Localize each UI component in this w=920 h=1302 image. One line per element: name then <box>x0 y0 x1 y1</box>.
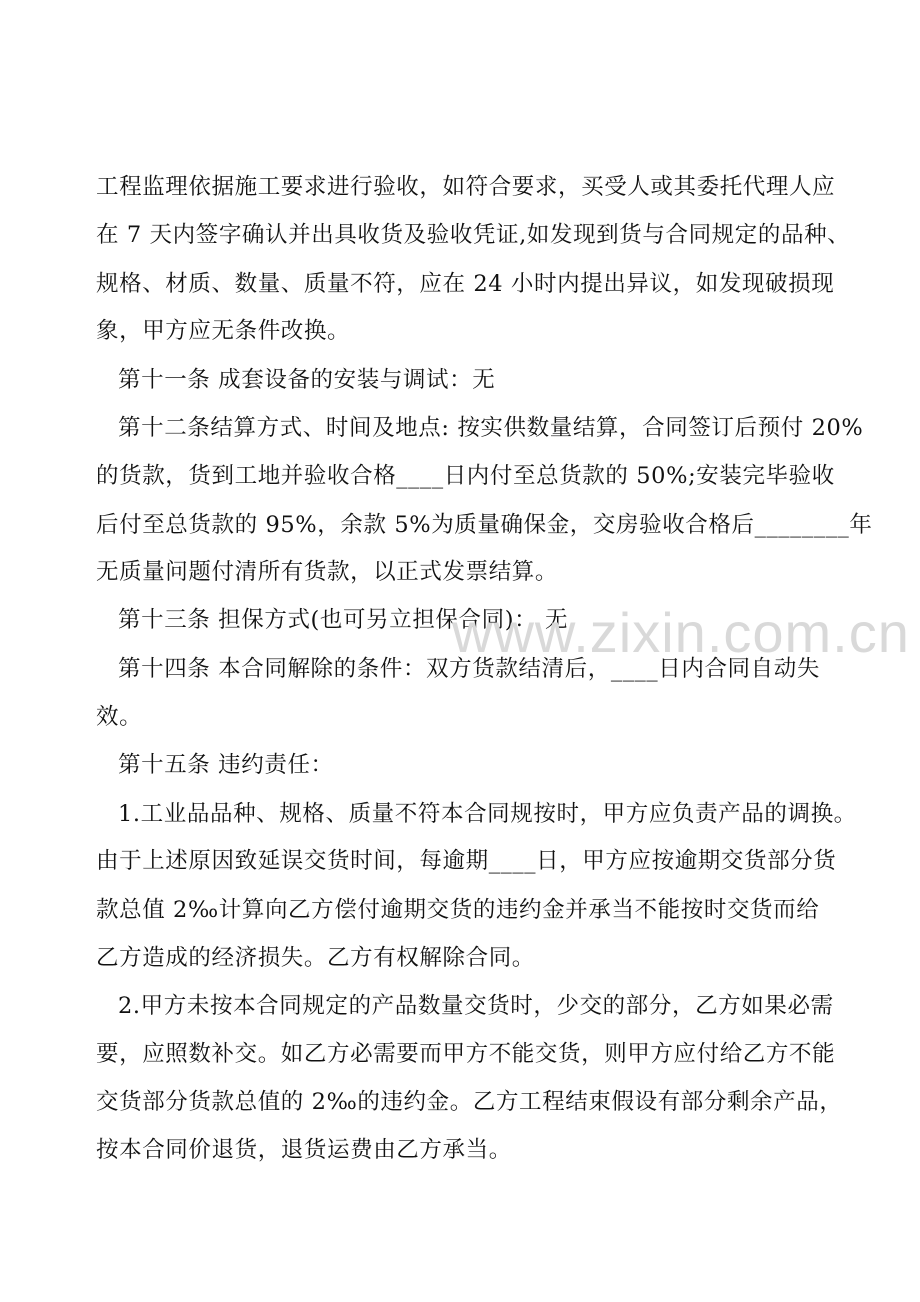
clause-13: 第十三条 担保方式(也可另立担保合同)： 无 <box>118 607 569 633</box>
text-line: 在 7 天内签字确认并出具收货及验收凭证,如发现到货与合同规定的品种、 <box>96 222 851 248</box>
text-line: 按本合同价退货，退货运费由乙方承当。 <box>96 1137 512 1163</box>
text-line: 乙方造成的经济损失。乙方有权解除合同。 <box>96 945 535 971</box>
item-1: 1.工业品品种、规格、质量不符本合同规按时，甲方应负责产品的调换。 <box>118 801 857 827</box>
clause-15: 第十五条 违约责任： <box>118 752 334 778</box>
clause-11: 第十一条 成套设备的安装与调试：无 <box>118 367 496 393</box>
text-line: 工程监理依据施工要求进行验收，如符合要求，买受人或其委托代理人应 <box>96 174 836 200</box>
text-line: 由于上述原因致延误交货时间，每逾期____日，甲方应按逾期交货部分货 <box>96 848 837 874</box>
text-line: 的货款，货到工地并验收合格____日内付至总货款的 50%;安装完毕验收 <box>96 463 835 489</box>
text-line: 无质量问题付清所有货款，以正式发票结算。 <box>96 559 559 585</box>
text-line: 后付至总货款的 95%，余款 5%为质量确保金，交房验收合格后________年 <box>96 512 873 538</box>
text-line: 交货部分货款总值的 2‰的违约金。乙方工程结束假设有部分剩余产品， <box>96 1089 843 1115</box>
text-line: 象，甲方应无条件改换。 <box>96 318 351 344</box>
item-2: 2.甲方未按本合同规定的产品数量交货时，少交的部分，乙方如果必需 <box>118 993 834 1019</box>
text-line: 款总值 2‰计算向乙方偿付逾期交货的违约金并承当不能按时交货而给 <box>96 897 820 923</box>
text-line: 效。 <box>96 704 143 730</box>
text-line: 规格、材质、数量、质量不符，应在 24 小时内提出异议，如发现破损现 <box>96 271 835 297</box>
clause-14: 第十四条 本合同解除的条件：双方货款结清后，____日内合同自动失 <box>118 656 820 682</box>
text-line: 要，应照数补交。如乙方必需要而甲方不能交货，则甲方应付给乙方不能 <box>96 1041 836 1067</box>
clause-12: 第十二条结算方式、时间及地点: 按实供数量结算，合同签订后预付 20% <box>118 415 864 441</box>
watermark: www.zixin.com.cn <box>452 601 910 664</box>
